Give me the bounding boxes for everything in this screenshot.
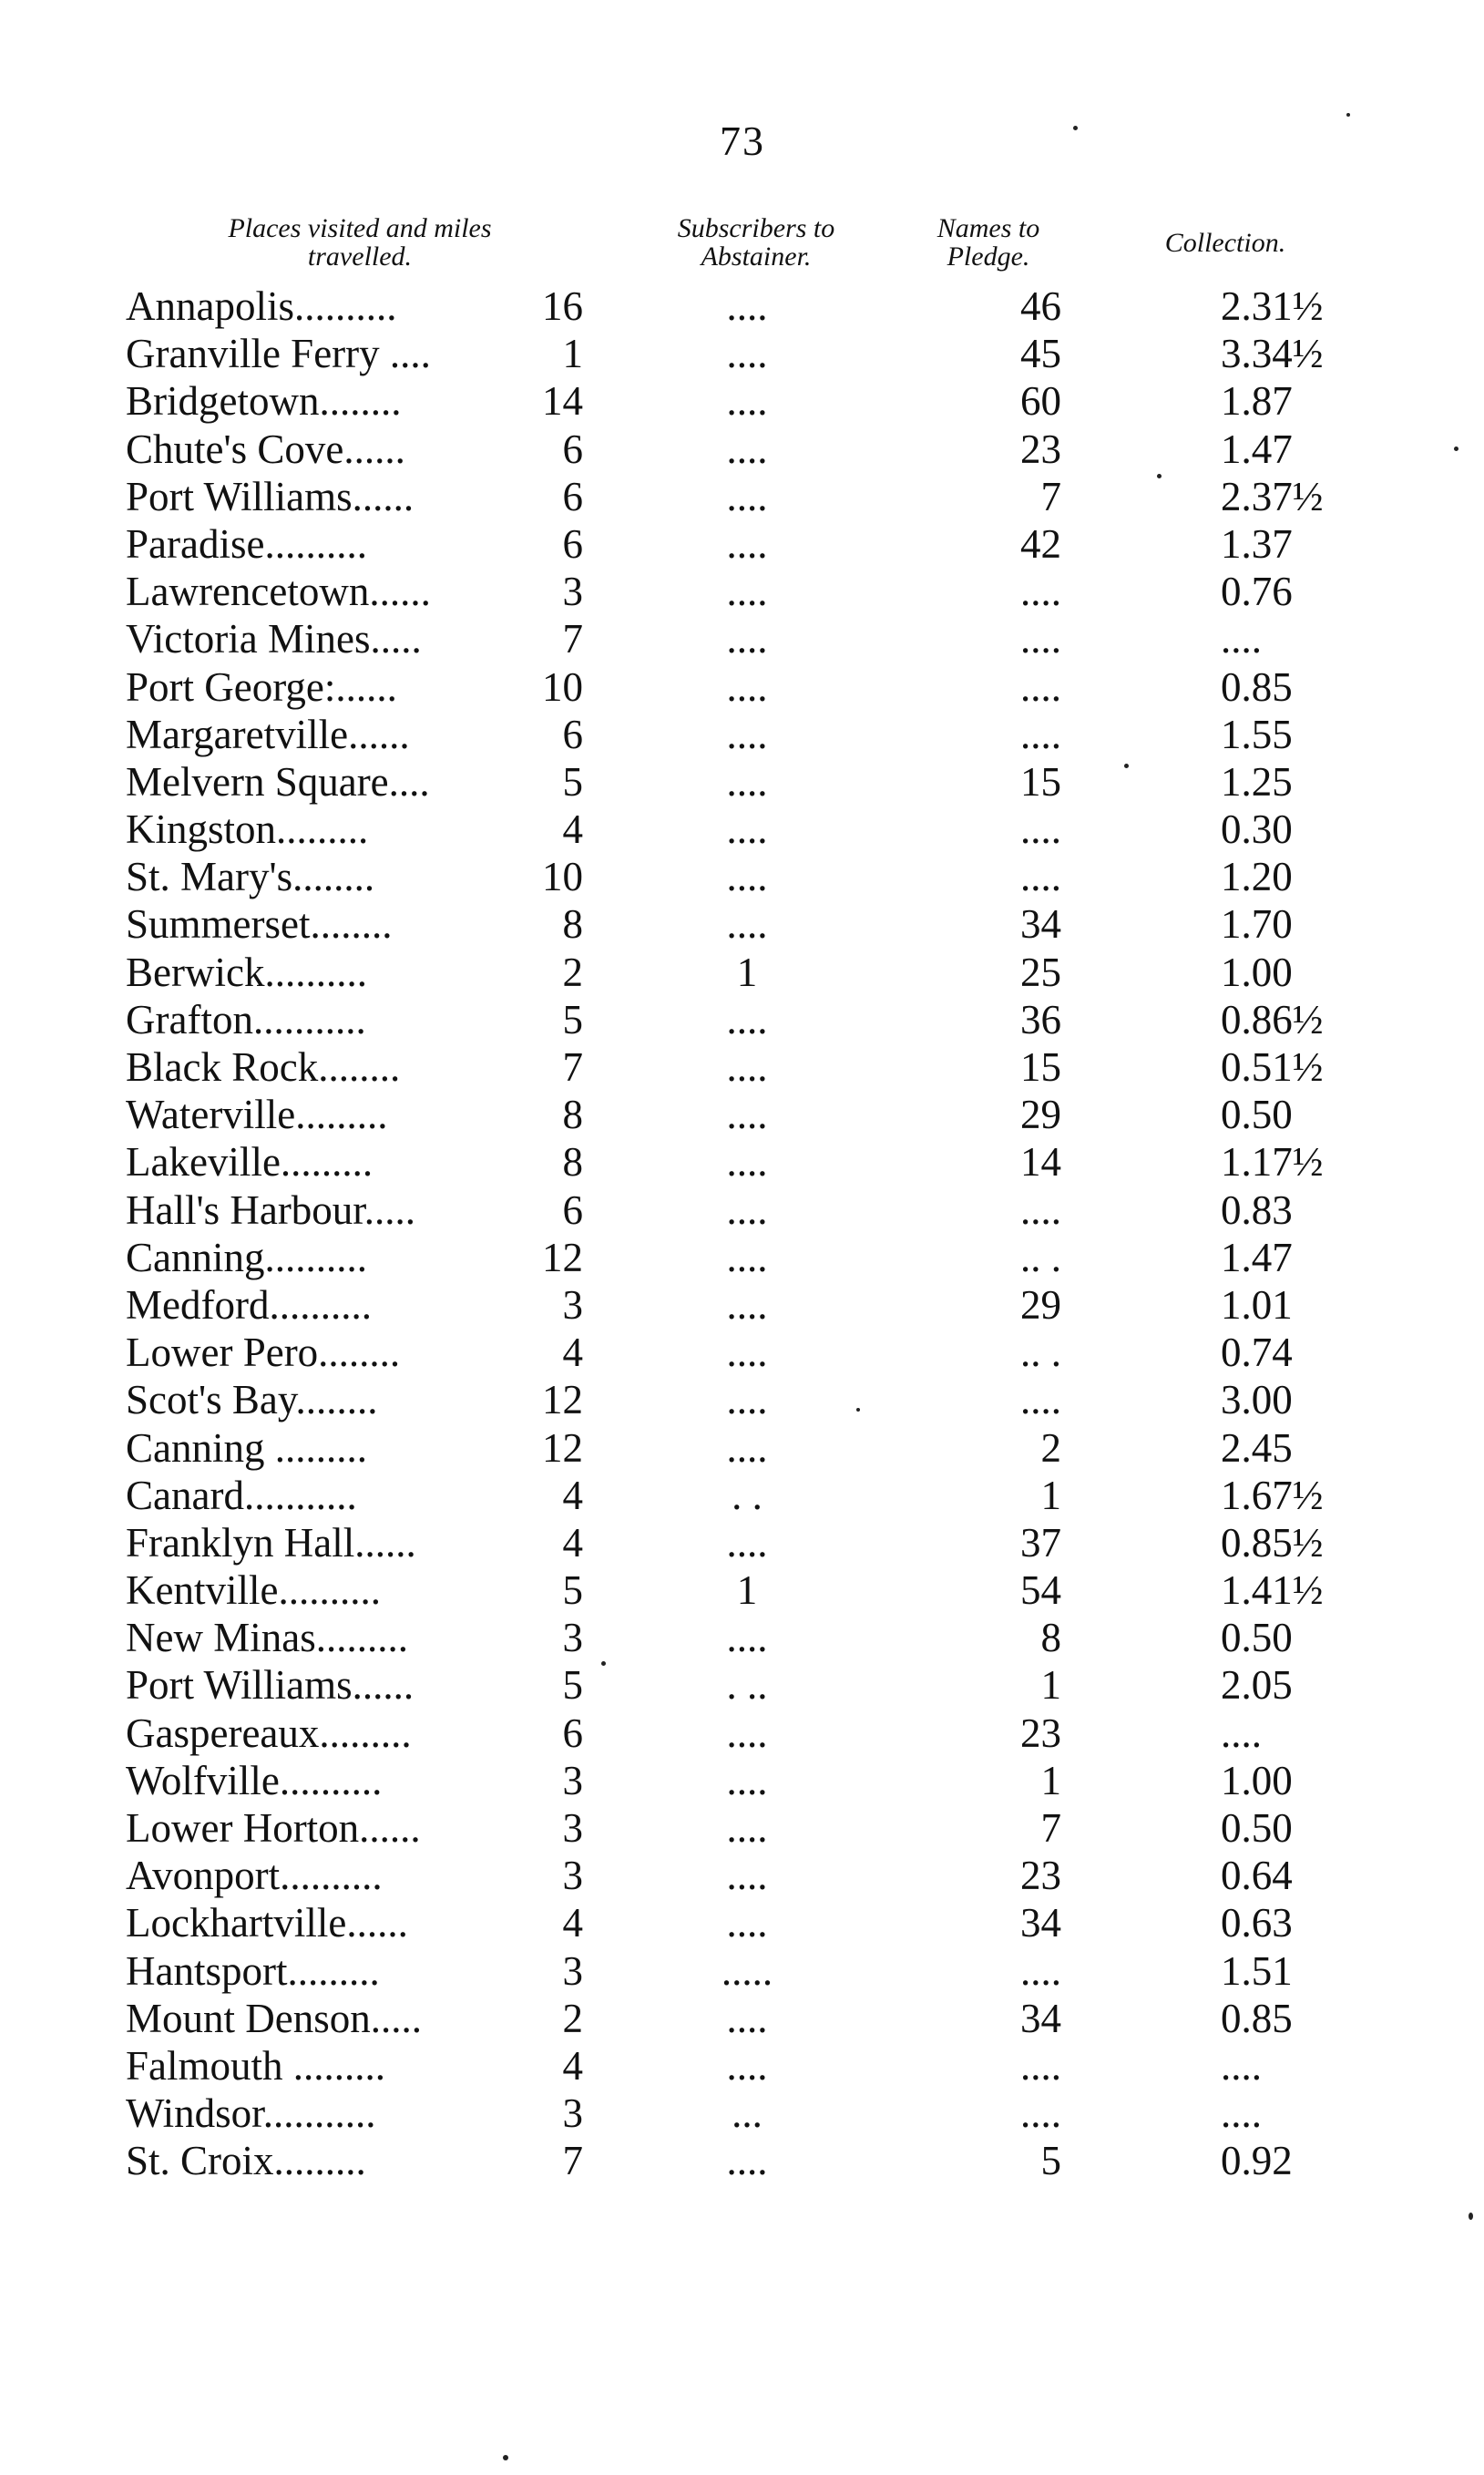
print-speck [1073, 126, 1078, 130]
collection-cell: 0.50 [1221, 1805, 1293, 1851]
names-cell: .... [1020, 1186, 1061, 1233]
collection-cell: 0.83 [1221, 1186, 1293, 1233]
subscribers-cell: .... [726, 1805, 768, 1851]
names-cell: 23 [1020, 426, 1061, 472]
names-cell: 1 [1040, 1662, 1061, 1709]
print-speck [1157, 474, 1162, 478]
names-cell: 34 [1020, 1995, 1061, 2041]
place-cell: Gaspereaux......... [126, 1710, 412, 1756]
collection-cell: 1.00 [1221, 949, 1293, 995]
place-cell: Mount Denson..... [126, 1995, 422, 2041]
table-row [0, 996, 1484, 1043]
subscribers-cell: .... [726, 1995, 768, 2041]
collection-cell: 1.47 [1221, 426, 1293, 472]
page-number: 73 [720, 118, 765, 164]
names-cell: 34 [1020, 1900, 1061, 1946]
miles-cell: 6 [562, 473, 583, 519]
collection-cell: 0.76 [1221, 569, 1293, 615]
place-cell: Kingston......... [126, 806, 369, 853]
place-cell: Lower Pero........ [126, 1330, 401, 1376]
place-cell: Avonport.......... [126, 1853, 383, 1899]
subscribers-cell: .... [726, 806, 768, 853]
subscribers-cell: .... [726, 711, 768, 757]
place-cell: Granville Ferry .... [126, 331, 431, 377]
subscribers-cell: .... [726, 1710, 768, 1756]
table-row [0, 1757, 1484, 1804]
subscribers-cell: .... [726, 1092, 768, 1138]
subscribers-cell: .... [726, 378, 768, 425]
miles-cell: 8 [562, 1139, 583, 1186]
names-cell: 34 [1020, 901, 1061, 948]
table-row [0, 568, 1484, 615]
table-row [0, 949, 1484, 996]
header-subscribers: Subscribers to Abstainer. [677, 213, 835, 272]
place-cell: Hantsport......... [126, 1947, 380, 1994]
names-cell: .... [1020, 2042, 1061, 2089]
place-cell: St. Croix......... [126, 2138, 366, 2184]
collection-cell: .... [1221, 1710, 1262, 1756]
names-cell: 54 [1020, 1567, 1061, 1614]
names-cell: 15 [1020, 758, 1061, 805]
miles-cell: 3 [562, 1757, 583, 1803]
subscribers-cell: .... [726, 901, 768, 948]
place-cell: Paradise.......... [126, 520, 367, 567]
table-row [0, 1804, 1484, 1852]
place-cell: Windsor........... [126, 2090, 376, 2137]
place-cell: Canard........... [126, 1472, 357, 1518]
place-cell: Lakeville......... [126, 1139, 374, 1186]
names-cell: .... [1020, 569, 1061, 615]
miles-cell: 8 [562, 1092, 583, 1138]
table-row [0, 758, 1484, 806]
miles-cell: 6 [562, 426, 583, 472]
collection-cell: 2.31½ [1221, 283, 1324, 329]
table-row [0, 1947, 1484, 1995]
place-cell: Waterville......... [126, 1092, 388, 1138]
collection-cell: 1.67½ [1221, 1472, 1324, 1518]
subscribers-cell: ... [732, 2090, 762, 2137]
place-cell: Falmouth ......... [126, 2042, 386, 2089]
table-row [0, 1186, 1484, 1234]
place-cell: New Minas......... [126, 1615, 408, 1661]
subscribers-cell: .... [726, 1757, 768, 1803]
names-cell: 25 [1020, 949, 1061, 995]
miles-cell: 4 [562, 1900, 583, 1946]
names-cell: .... [1020, 1377, 1061, 1423]
collection-cell: 1.01 [1221, 1281, 1293, 1328]
table-row [0, 1376, 1484, 1423]
table-row [0, 1519, 1484, 1566]
table-row [0, 1566, 1484, 1614]
subscribers-cell: . .. [726, 1662, 768, 1709]
miles-cell: 7 [562, 616, 583, 662]
place-cell: St. Mary's........ [126, 854, 375, 900]
collection-cell: 3.34½ [1221, 331, 1324, 377]
names-cell: 1 [1040, 1757, 1061, 1803]
subscribers-cell: .... [726, 1139, 768, 1186]
miles-cell: 6 [562, 520, 583, 567]
table-row [0, 1710, 1484, 1757]
miles-cell: 2 [562, 949, 583, 995]
collection-cell: .... [1221, 2090, 1262, 2137]
place-cell: Chute's Cove...... [126, 426, 405, 472]
place-cell: Canning ......... [126, 1424, 367, 1471]
subscribers-cell: 1 [736, 949, 758, 995]
miles-cell: 3 [562, 1853, 583, 1899]
miles-cell: 10 [542, 854, 583, 900]
collection-cell: 0.30 [1221, 806, 1293, 853]
collection-cell: 0.64 [1221, 1853, 1293, 1899]
place-cell: Annapolis.......... [126, 283, 397, 329]
table-row [0, 1138, 1484, 1186]
miles-cell: 5 [562, 1567, 583, 1614]
place-cell: Scot's Bay........ [126, 1377, 378, 1423]
table-row [0, 615, 1484, 662]
place-cell: Berwick.......... [126, 949, 367, 995]
table-row [0, 1281, 1484, 1329]
miles-cell: 6 [562, 1710, 583, 1756]
collection-cell: 0.85½ [1221, 1519, 1324, 1566]
names-cell: 29 [1020, 1281, 1061, 1328]
subscribers-cell: ..... [721, 1947, 773, 1994]
print-speck [856, 1408, 860, 1412]
subscribers-cell: .... [726, 1281, 768, 1328]
collection-cell: 1.00 [1221, 1757, 1293, 1803]
subscribers-cell: .... [726, 1519, 768, 1566]
names-cell: 23 [1020, 1710, 1061, 1756]
table-row [0, 1614, 1484, 1661]
subscribers-cell: .... [726, 758, 768, 805]
place-cell: Medford.......... [126, 1281, 372, 1328]
subscribers-cell: .... [726, 996, 768, 1042]
miles-cell: 3 [562, 569, 583, 615]
subscribers-cell: .... [726, 616, 768, 662]
miles-cell: 10 [542, 663, 583, 710]
collection-cell: 1.25 [1221, 758, 1293, 805]
table-row [0, 1852, 1484, 1899]
itinerary-table [0, 282, 1484, 2185]
miles-cell: 4 [562, 1330, 583, 1376]
collection-cell: 1.20 [1221, 854, 1293, 900]
place-cell: Margaretville...... [126, 711, 410, 757]
place-cell: Port Williams...... [126, 473, 414, 519]
collection-cell: 1.70 [1221, 901, 1293, 948]
subscribers-cell: .... [726, 1186, 768, 1233]
subscribers-cell: .... [726, 283, 768, 329]
subscribers-cell: .... [726, 1615, 768, 1661]
print-speck [1454, 447, 1458, 451]
table-row [0, 330, 1484, 377]
collection-cell: 0.85 [1221, 663, 1293, 710]
miles-cell: 4 [562, 806, 583, 853]
collection-cell: 1.51 [1221, 1947, 1293, 1994]
miles-cell: 3 [562, 1947, 583, 1994]
names-cell: 1 [1040, 1472, 1061, 1518]
table-row [0, 1043, 1484, 1091]
names-cell: .... [1020, 663, 1061, 710]
names-cell: .... [1020, 711, 1061, 757]
subscribers-cell: . . [732, 1472, 762, 1518]
subscribers-cell: .... [726, 2138, 768, 2184]
collection-cell: 3.00 [1221, 1377, 1293, 1423]
table-row [0, 1995, 1484, 2042]
place-cell: Canning.......... [126, 1234, 367, 1280]
names-cell: 2 [1040, 1424, 1061, 1471]
table-row [0, 473, 1484, 520]
column-headers [0, 214, 1484, 278]
table-row [0, 806, 1484, 853]
miles-cell: 5 [562, 758, 583, 805]
miles-cell: 3 [562, 1805, 583, 1851]
place-cell: Victoria Mines..... [126, 616, 422, 662]
header-names-to-pledge: Names to Pledge. [936, 213, 1040, 272]
subscribers-cell: .... [726, 854, 768, 900]
table-row [0, 2090, 1484, 2137]
collection-cell: 0.92 [1221, 2138, 1293, 2184]
subscribers-cell: .... [726, 1853, 768, 1899]
names-cell: 37 [1020, 1519, 1061, 1566]
subscribers-cell: .... [726, 1424, 768, 1471]
table-row [0, 520, 1484, 568]
collection-cell: 0.85 [1221, 1995, 1293, 2041]
miles-cell: 12 [542, 1377, 583, 1423]
place-cell: Port Williams...... [126, 1662, 414, 1709]
table-row [0, 1424, 1484, 1472]
collection-cell: 0.50 [1221, 1092, 1293, 1138]
miles-cell: 6 [562, 1186, 583, 1233]
subscribers-cell: .... [726, 1044, 768, 1090]
collection-cell: 2.05 [1221, 1662, 1293, 1709]
subscribers-cell: .... [726, 426, 768, 472]
print-speck [1124, 764, 1129, 768]
subscribers-cell: .... [726, 1900, 768, 1946]
miles-cell: 5 [562, 996, 583, 1042]
names-cell: 23 [1020, 1853, 1061, 1899]
names-cell: 36 [1020, 996, 1061, 1042]
names-cell: 15 [1020, 1044, 1061, 1090]
names-cell: 60 [1020, 378, 1061, 425]
names-cell: .... [1020, 1947, 1061, 1994]
subscribers-cell: .... [726, 520, 768, 567]
table-row [0, 2137, 1484, 2184]
place-cell: Port George:...... [126, 663, 397, 710]
collection-cell: .... [1221, 616, 1262, 662]
collection-cell: 1.47 [1221, 1234, 1293, 1280]
place-cell: Summerset........ [126, 901, 393, 948]
miles-cell: 3 [562, 2090, 583, 2137]
table-row [0, 900, 1484, 948]
print-speck [601, 1661, 606, 1666]
table-row [0, 1329, 1484, 1376]
names-cell: .... [1020, 2090, 1061, 2137]
names-cell: 8 [1040, 1615, 1061, 1661]
miles-cell: 4 [562, 2042, 583, 2089]
miles-cell: 1 [562, 331, 583, 377]
table-row [0, 1661, 1484, 1709]
place-cell: Franklyn Hall...... [126, 1519, 416, 1566]
miles-cell: 5 [562, 1662, 583, 1709]
table-row [0, 663, 1484, 711]
names-cell: 7 [1040, 473, 1061, 519]
miles-cell: 8 [562, 901, 583, 948]
collection-cell: 1.55 [1221, 711, 1293, 757]
names-cell: 46 [1020, 283, 1061, 329]
table-row [0, 1472, 1484, 1519]
print-speck [1346, 113, 1350, 117]
subscribers-cell: .... [726, 331, 768, 377]
place-cell: Wolfville.......... [126, 1757, 383, 1803]
subscribers-cell: .... [726, 473, 768, 519]
names-cell: .... [1020, 854, 1061, 900]
collection-cell: 1.37 [1221, 520, 1293, 567]
place-cell: Grafton........... [126, 996, 366, 1042]
collection-cell: .... [1221, 2042, 1262, 2089]
names-cell: 14 [1020, 1139, 1061, 1186]
table-row [0, 1091, 1484, 1138]
table-row [0, 426, 1484, 473]
miles-cell: 12 [542, 1424, 583, 1471]
subscribers-cell: .... [726, 1234, 768, 1280]
miles-cell: 7 [562, 1044, 583, 1090]
table-row [0, 2042, 1484, 2090]
miles-cell: 3 [562, 1615, 583, 1661]
table-row [0, 1899, 1484, 1946]
subscribers-cell: 1 [736, 1567, 758, 1614]
miles-cell: 6 [562, 711, 583, 757]
collection-cell: 2.37½ [1221, 473, 1324, 519]
place-cell: Lawrencetown...... [126, 569, 431, 615]
names-cell: 29 [1020, 1092, 1061, 1138]
collection-cell: 1.87 [1221, 378, 1293, 425]
place-cell: Hall's Harbour..... [126, 1186, 416, 1233]
names-cell: 42 [1020, 520, 1061, 567]
table-row [0, 377, 1484, 425]
place-cell: Lockhartville...... [126, 1900, 408, 1946]
collection-cell: 2.45 [1221, 1424, 1293, 1471]
table-row [0, 853, 1484, 900]
miles-cell: 4 [562, 1472, 583, 1518]
names-cell: .... [1020, 806, 1061, 853]
collection-cell: 0.63 [1221, 1900, 1293, 1946]
miles-cell: 12 [542, 1234, 583, 1280]
print-speck [503, 2455, 508, 2460]
header-places-miles: Places visited and miles travelled. [228, 213, 492, 272]
table-row [0, 1234, 1484, 1281]
subscribers-cell: .... [726, 1330, 768, 1376]
place-cell: Kentville.......... [126, 1567, 381, 1614]
collection-cell: 0.86½ [1221, 996, 1324, 1042]
place-cell: Black Rock........ [126, 1044, 401, 1090]
place-cell: Lower Horton...... [126, 1805, 421, 1851]
collection-cell: 0.74 [1221, 1330, 1293, 1376]
collection-cell: 1.41½ [1221, 1567, 1324, 1614]
header-collection: Collection. [1164, 228, 1286, 258]
names-cell: 7 [1040, 1805, 1061, 1851]
miles-cell: 16 [542, 283, 583, 329]
place-cell: Bridgetown........ [126, 378, 402, 425]
miles-cell: 3 [562, 1281, 583, 1328]
names-cell: .... [1020, 616, 1061, 662]
subscribers-cell: .... [726, 1377, 768, 1423]
miles-cell: 14 [542, 378, 583, 425]
table-row [0, 282, 1484, 330]
print-speck [1469, 2213, 1473, 2220]
names-cell: .. . [1020, 1234, 1061, 1280]
miles-cell: 2 [562, 1995, 583, 2041]
subscribers-cell: .... [726, 663, 768, 710]
collection-cell: 0.51½ [1221, 1044, 1324, 1090]
names-cell: 45 [1020, 331, 1061, 377]
subscribers-cell: .... [726, 569, 768, 615]
miles-cell: 7 [562, 2138, 583, 2184]
collection-cell: 1.17½ [1221, 1139, 1324, 1186]
names-cell: .. . [1020, 1330, 1061, 1376]
collection-cell: 0.50 [1221, 1615, 1293, 1661]
table-row [0, 711, 1484, 758]
miles-cell: 4 [562, 1519, 583, 1566]
names-cell: 5 [1040, 2138, 1061, 2184]
subscribers-cell: .... [726, 2042, 768, 2089]
place-cell: Melvern Square.... [126, 758, 430, 805]
